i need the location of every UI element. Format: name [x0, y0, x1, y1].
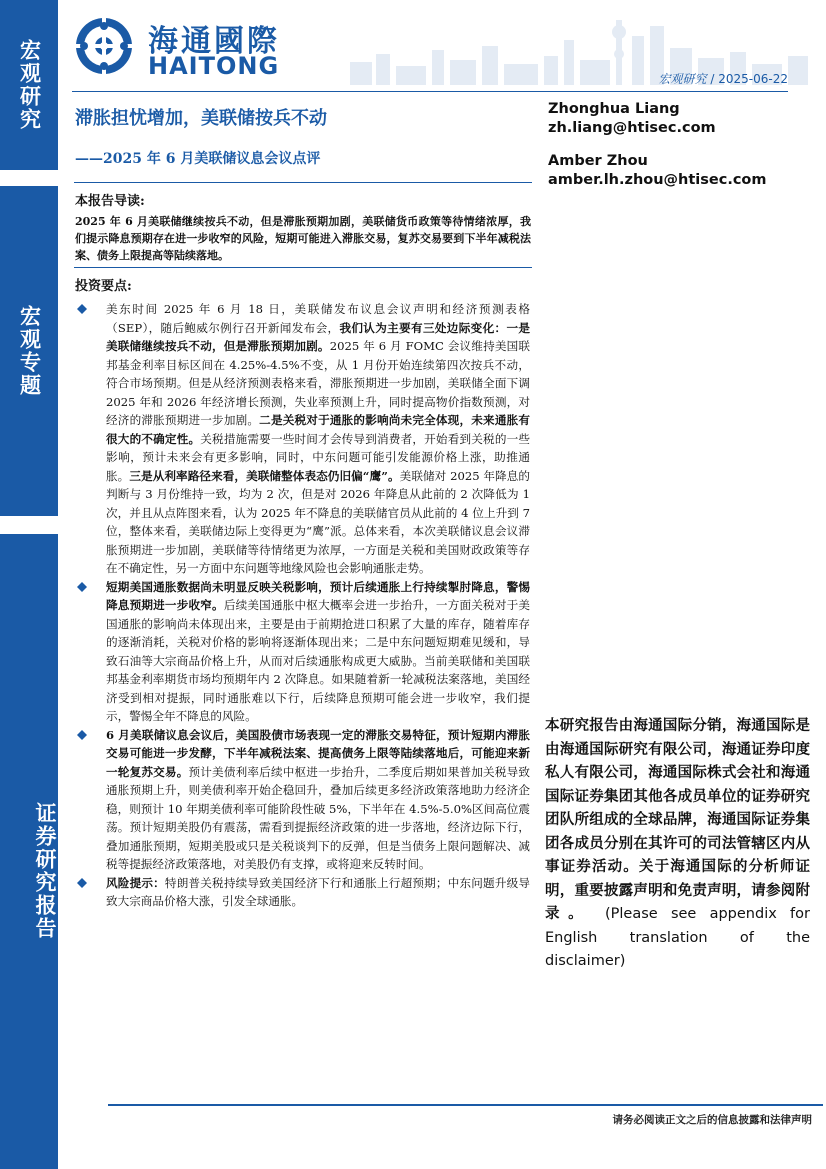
footer-notice: 请务必阅读正文之后的信息披露和法律声明	[612, 1114, 812, 1126]
disclaimer-en: (Please see appendix for English translation of the disclaimer)	[545, 906, 810, 969]
author-email[interactable]: amber.lh.zhou@htisec.com	[548, 172, 767, 188]
header-divider	[72, 91, 788, 92]
header-separator: /	[710, 72, 715, 86]
sidebar-section-macro-topic: 宏观专题	[0, 186, 58, 516]
point-text: 后续美国通胀中枢大概率会进一步抬升，一方面关税对于美国通胀的影响尚未体现出来，主要是由于前期抢进口积累了大量的库存，随着库存的逐渐消耗，关税对价格的影响将逐渐体现出来；二是中东问题短期难见缓和，导致石油等大宗商品价格上升，从而对后续通胀构成更大威胁。当前美联储和美国联邦基金利率期货市场均预期年内 2 次降息。如果随着新一轮减税法案落地，美国经济受到相对提振，同时通胀难以下行，后续降息预期可能会进一步收窄，我们提示，警惕全年不降息的风险。	[106, 598, 530, 723]
point-text: 预计美债利率后续中枢进一步抬升，二季度后期如果普加关税导致通胀预期上升，则美债利率开始企稳回升，叠加后续更多经济政策落地助力经济企稳，则预计 10 年期美债利率可能阶段性破 5%，下半年在 4.5%-5.0%区间高位震荡。预计短期美股仍有震荡，需看到提振经济政策的进一步落地，经济边际下行，叠加通胀预期，短期美股或只是关税谈判下的反弹，但是当债务上限问题解决、减税等提振经济政策落地，对美股仍有支撑，或将迎来反转时间。	[106, 764, 530, 871]
brand-name-cn: 海通國際	[148, 24, 280, 59]
list-item	[75, 726, 530, 874]
section-divider	[74, 267, 532, 268]
diamond-bullet-icon	[77, 878, 87, 888]
points-heading: 投资要点:	[75, 279, 132, 294]
diamond-bullet-icon	[77, 304, 87, 314]
disclaimer-cn: 本研究报告由海通国际分销，海通国际是由海通国际研究有限公司，海通证券印度私人有限公司，海通国际株式会社和海通国际证券集团其他各成员单位的证券研究团队所组成的全球品牌，海通国际证券集团各成员分别在其许可的司法管辖区内从事证券活动。关于海通国际的分析师证明，重要披露声明和免责声明，请参阅附录。	[545, 717, 810, 922]
header-category: 宏观研究	[658, 72, 707, 86]
report-subtitle: ——2025 年 6 月美联储议息会议点评	[75, 151, 321, 167]
point-emphasis: 三是从利率路径来看，美联储整体表态仍旧偏“鹰”。	[129, 468, 400, 483]
author-name: Amber Zhou	[548, 153, 648, 169]
point-emphasis: 风险提示：	[106, 875, 165, 890]
sidebar-section-macro-research: 宏观研究	[0, 0, 58, 170]
disclaimer-block	[545, 714, 810, 973]
point-emphasis: 二是关税对于通胀的影响尚未完全体现，未来通胀有很大的不确定性。	[106, 413, 530, 446]
point-text: 美联储对 2025 年降息的判断与 3 月份维持一致，均为 2 次，但是对 2026 年降息从此前的 2 次降低为 1 次，并且从点阵图来看，认为 2025 年不降息的美联储官员从此前的 4 位上升到 7 位，整体来看，美联储边际上变得更为“鹰”派。总体来看，本次美联储议息会议滞胀预期进一步加剧，美联储等待情绪更为浓厚，一方面是关税和美国财政政策等存在不确定性，另一方面中东问题等地缘风险也会影响通胀走势。	[106, 468, 530, 575]
list-item	[75, 578, 530, 726]
point-emphasis: 6 月美联储议息会议后，美国股债市场表现一定的滞胀交易特征，预计短期内滞胀交易可能进一步发酵，下半年减税法案、提高债务上限等陆续落地后，可能迎来新一轮复苏交易。	[106, 727, 530, 779]
point-emphasis: 短期美国通胀数据尚未明显反映关税影响，预计后续通胀上行持续掣肘降息，警惕降息预期进一步收窄。	[106, 579, 530, 612]
author-block	[548, 100, 767, 190]
section-divider	[74, 182, 532, 183]
author-name: Zhonghua Liang	[548, 101, 680, 117]
point-text: 特朗普关税持续导致美国经济下行和通胀上行超预期；中东问题升级导致大宗商品价格大涨，引发全球通胀。	[106, 875, 530, 908]
header-date: 2025-06-22	[718, 72, 788, 86]
header-meta	[659, 70, 788, 87]
diamond-bullet-icon	[77, 582, 87, 592]
report-title: 滞胀担忧增加，美联储按兵不动	[75, 108, 327, 129]
footer-divider	[108, 1104, 823, 1106]
list-item	[75, 874, 530, 911]
diamond-bullet-icon	[77, 730, 87, 740]
point-text: 美东时间 2025 年 6 月 18 日，美联储发布议息会议声明和经济预测表格（SEP），随后鲍威尔例行召开新闻发布会，	[106, 302, 530, 335]
point-text: 关税措施需要一些时间才会传导到消费者，开始看到关税的一些影响，预计未来会有更多影响，同时，中东问题可能引发能源价格上涨，助推通胀。	[106, 431, 530, 483]
point-emphasis: 我们认为主要有三处边际变化：一是美联储继续按兵不动，但是滞胀预期加剧。	[106, 320, 530, 353]
guide-body: 2025 年 6 月美联储继续按兵不动，但是滞胀预期加剧，美联储货币政策等待情绪浓厚，我们提示降息预期存在进一步收窄的风险，短期可能进入滞胀交易，复苏交易要到下半年减税法案、债务上限提高等陆续落地。	[75, 215, 531, 262]
list-item	[75, 300, 530, 578]
point-text: 2025 年 6 月 FOMC 会议维持美国联邦基金利率目标区间在 4.25%-4.5%不变，从 1 月份开始连续第四次按兵不动，符合市场预期。但是从经济预测表格来看，滞胀预期进一步加剧，美联储全面下调 2025 年和 2026 年经济增长预测，失业率预测上升，同时提高物价指数预测，对经济的滞胀预期进一步加剧。	[106, 339, 530, 427]
sidebar-section-securities-report: 证券研究报告	[0, 534, 58, 1169]
investment-points	[75, 300, 530, 911]
guide-heading: 本报告导读:	[75, 194, 145, 209]
brand-name-en: HAITONG	[148, 52, 280, 80]
author-email[interactable]: zh.liang@htisec.com	[548, 120, 716, 136]
left-sidebar	[0, 0, 58, 1169]
haitong-logo-icon	[74, 16, 134, 76]
